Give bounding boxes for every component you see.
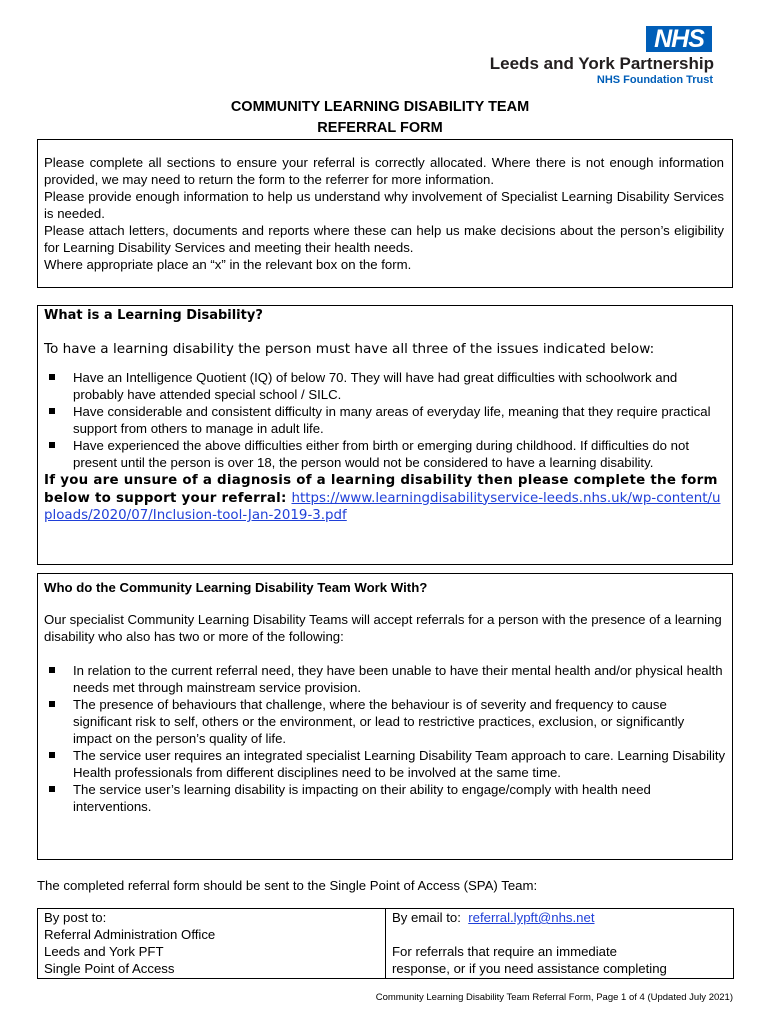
ld-definition-box bbox=[37, 305, 733, 565]
list-item: The presence of behaviours that challenge, where the behaviour is of severity and frequency to cause significant risk to self, others or the environment, or lead to restrictive practices, exclusion, or significantly impact on the person’s quality of life. bbox=[44, 696, 726, 747]
post-address-cell bbox=[38, 909, 386, 979]
page-footer: Community Learning Disability Team Referral Form, Page 1 of 4 (Updated July 2021) bbox=[375, 992, 733, 1003]
email-link[interactable]: referral.lypft@nhs.net bbox=[468, 910, 595, 925]
inclusion-tool-link[interactable]: https://www.learningdisabilityservice-leeds.nhs.uk/wp-content/uploads/2020/07/Inclusion-tool-Jan-2019-3.pdf bbox=[44, 490, 721, 523]
email-row bbox=[392, 909, 727, 926]
intro-paragraph: Please complete all sections to ensure your referral is correctly allocated. Where there is not enough information provided, we may need to return the form to the referrer for more information. bbox=[44, 155, 724, 187]
list-item: Have an Intelligence Quotient (IQ) of below 70. They will have had great difficulties with schoolwork and probably have attended special school / SILC. bbox=[44, 369, 726, 403]
form-title-line1: COMMUNITY LEARNING DISABILITY TEAM bbox=[230, 99, 530, 115]
ld-unsure-note: If you are unsure of a diagnosis of a learning disability then please complete the form below to support your referral: https://www.learningdisabilityservice-leeds.nhs.uk/wp-content/uploads/2020/07/Inclusion-tool-Jan-2019-3.pdf bbox=[44, 473, 721, 523]
intro-paragraph: Please provide enough information to help us understand why involvement of Specialist Learning Disability Services is needed. bbox=[44, 189, 724, 221]
send-instructions: The completed referral form should be sent to the Single Point of Access (SPA) Team: bbox=[37, 878, 538, 893]
org-trust-name: NHS Foundation Trust bbox=[596, 74, 713, 86]
eligibility-criteria-list bbox=[44, 662, 726, 815]
post-address-line: Referral Administration Office bbox=[44, 927, 216, 942]
list-item: Have experienced the above difficulties either from birth or emerging during childhood. If difficulties do not present until the person is over 18, the person would not be considered to have a learning disability. bbox=[44, 437, 726, 471]
post-address-line: Leeds and York PFT bbox=[44, 944, 164, 959]
list-item: The service user requires an integrated specialist Learning Disability Team approach to care. Learning Disability Health professionals from different disciplines need to be involved at the same time. bbox=[44, 747, 726, 781]
contact-table bbox=[37, 908, 734, 979]
list-item: Have considerable and consistent difficulty in many areas of everyday life, meaning that they require practical support from others to manage in adult life. bbox=[44, 403, 726, 437]
org-name: Leeds and York Partnership bbox=[489, 54, 714, 73]
urgent-note: response, or if you need assistance completing bbox=[392, 961, 667, 976]
eligibility-box bbox=[37, 573, 733, 860]
ld-criteria-list bbox=[44, 369, 726, 471]
post-address-line: Single Point of Access bbox=[44, 961, 175, 976]
intro-paragraph: Please attach letters, documents and reports where these can help us make decisions about the person’s eligibility for Learning Disability Services and meeting their health needs. bbox=[44, 223, 724, 255]
ld-heading: What is a Learning Disability? bbox=[44, 308, 263, 323]
intro-box bbox=[37, 139, 733, 288]
urgent-note: For referrals that require an immediate bbox=[392, 944, 618, 959]
list-item: In relation to the current referral need, they have been unable to have their mental health and/or physical health needs met through mainstream service provision. bbox=[44, 662, 726, 696]
form-title-line2: REFERRAL FORM bbox=[317, 120, 443, 136]
intro-paragraph: Where appropriate place an “x” in the relevant box on the form. bbox=[44, 257, 412, 272]
eligibility-lead: Our specialist Community Learning Disability Teams will accept referrals for a person with the presence of a learning disability who also has two or more of the following: bbox=[44, 612, 722, 644]
email-cell bbox=[386, 909, 734, 979]
ld-lead: To have a learning disability the person must have all three of the issues indicated below: bbox=[44, 341, 655, 357]
eligibility-heading: Who do the Community Learning Disability Team Work With? bbox=[44, 580, 428, 595]
nhs-logo-badge: NHS bbox=[646, 26, 712, 52]
email-label: By email to: bbox=[392, 910, 461, 925]
list-item: The service user’s learning disability is impacting on their ability to engage/comply with health need interventions. bbox=[44, 781, 726, 815]
post-label: By post to: bbox=[44, 910, 107, 925]
